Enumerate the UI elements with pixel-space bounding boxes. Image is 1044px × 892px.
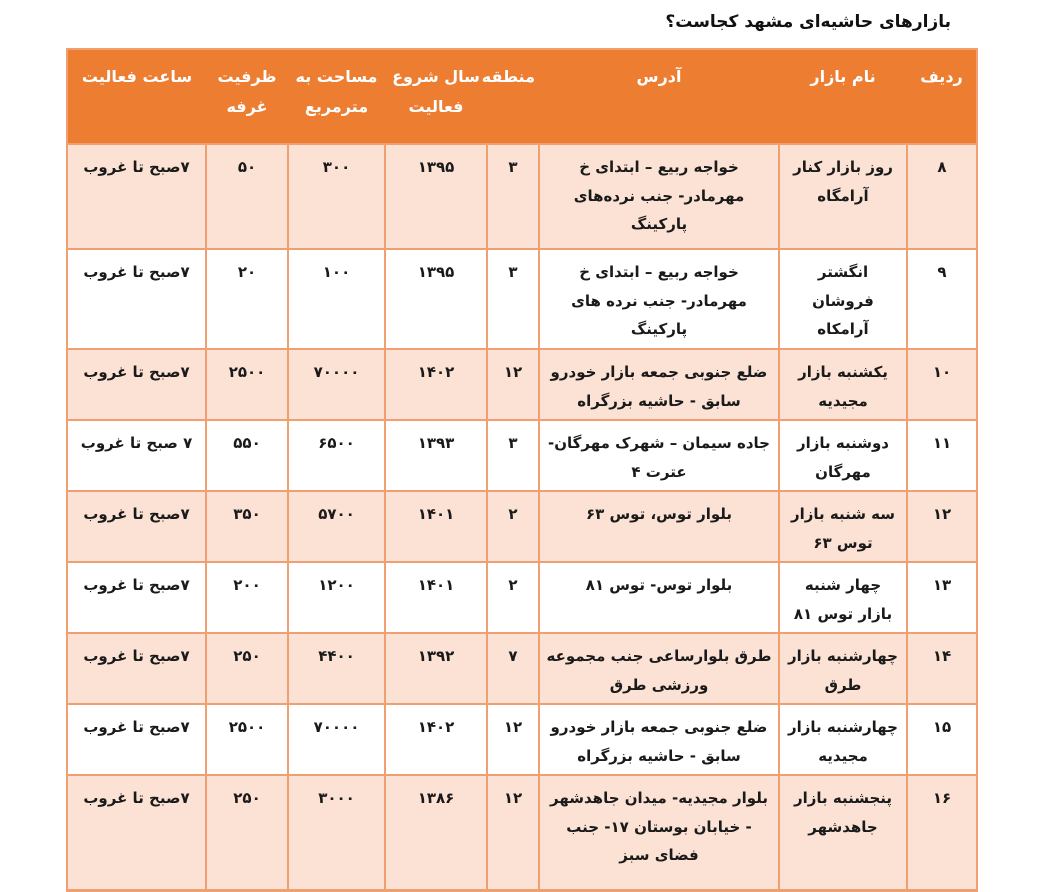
cell-hours: ۷صبح تا غروب — [67, 349, 206, 420]
cell-area: ۷۰۰۰۰ — [288, 349, 385, 420]
cell-capacity: ۲۵۰۰ — [206, 349, 288, 420]
cell-name: چهارشنبه بازار مجیدیه — [779, 704, 907, 775]
page-title: بازارهای حاشیه‌ای مشهد کجاست؟ — [665, 12, 951, 32]
cell-radif: ۱۶ — [907, 775, 977, 890]
cell-hours: ۷صبح تا غروب — [67, 704, 206, 775]
cell-hours: ۷صبح تا غروب — [67, 249, 206, 349]
header-row — [67, 49, 977, 144]
cell-district: ۱۲ — [487, 349, 539, 420]
cell-year: ۱۳۹۵ — [385, 144, 487, 249]
cell-name: پنجشنبه بازار جاهدشهر — [779, 775, 907, 890]
cell-hours: ۷صبح تا غروب — [67, 491, 206, 562]
column-header-district: منطقه — [487, 49, 539, 144]
cell-year: ۱۳۹۲ — [385, 633, 487, 704]
cell-area: ۵۷۰۰ — [288, 491, 385, 562]
cell-year: ۱۴۰۱ — [385, 491, 487, 562]
table-row — [67, 349, 977, 420]
column-header-hours: ساعت فعالیت — [67, 49, 206, 144]
cell-area: ۴۴۰۰ — [288, 633, 385, 704]
cell-hours: ۷صبح تا غروب — [67, 633, 206, 704]
cell-address: بلوار توس- توس ۸۱ — [539, 562, 779, 633]
column-header-name: نام بازار — [779, 49, 907, 144]
cell-address: ضلع جنوبی جمعه بازار خودرو سابق - حاشیه بزرگراه — [539, 704, 779, 775]
table-header — [67, 49, 977, 144]
cell-name: سه شنبه بازار توس ۶۳ — [779, 491, 907, 562]
cell-capacity: ۵۵۰ — [206, 420, 288, 491]
table-row — [67, 704, 977, 775]
cell-capacity: ۲۰ — [206, 249, 288, 349]
cell-capacity: ۲۵۰ — [206, 775, 288, 890]
cell-district: ۳ — [487, 144, 539, 249]
column-header-radif: ردیف — [907, 49, 977, 144]
table-body — [67, 144, 977, 890]
cell-radif: ۱۱ — [907, 420, 977, 491]
cell-radif: ۸ — [907, 144, 977, 249]
cell-radif: ۱۵ — [907, 704, 977, 775]
cell-capacity: ۲۰۰ — [206, 562, 288, 633]
cell-year: ۱۳۹۵ — [385, 249, 487, 349]
column-header-year: سال شروع فعالیت — [385, 49, 487, 144]
cell-hours: ۷صبح تا غروب — [67, 775, 206, 890]
cell-address: ضلع جنوبی جمعه بازار خودرو سابق - حاشیه بزرگراه — [539, 349, 779, 420]
column-header-area: مساحت به مترمربع — [288, 49, 385, 144]
table-row — [67, 420, 977, 491]
cell-capacity: ۵۰ — [206, 144, 288, 249]
table-row — [67, 491, 977, 562]
cell-year: ۱۴۰۲ — [385, 349, 487, 420]
cell-district: ۳ — [487, 420, 539, 491]
table-row — [67, 249, 977, 349]
cell-name: دوشنبه بازار مهرگان — [779, 420, 907, 491]
cell-year: ۱۴۰۱ — [385, 562, 487, 633]
cell-area: ۱۰۰ — [288, 249, 385, 349]
cell-year: ۱۳۹۳ — [385, 420, 487, 491]
cell-radif: ۹ — [907, 249, 977, 349]
cell-name: چهار شنبه بازار توس ۸۱ — [779, 562, 907, 633]
cell-hours: ۷صبح تا غروب — [67, 562, 206, 633]
cell-district: ۲ — [487, 491, 539, 562]
cell-name: یکشنبه بازار مجیدیه — [779, 349, 907, 420]
markets-table — [66, 48, 978, 892]
table-row — [67, 562, 977, 633]
cell-hours: ۷صبح تا غروب — [67, 144, 206, 249]
column-header-capacity: ظرفیت غرفه — [206, 49, 288, 144]
table-row — [67, 144, 977, 249]
cell-area: ۳۰۰۰ — [288, 775, 385, 890]
cell-radif: ۱۰ — [907, 349, 977, 420]
cell-district: ۱۲ — [487, 775, 539, 890]
table-row — [67, 775, 977, 890]
cell-name: روز بازار کنار آرامگاه — [779, 144, 907, 249]
cell-capacity: ۳۵۰ — [206, 491, 288, 562]
cell-year: ۱۳۸۶ — [385, 775, 487, 890]
cell-radif: ۱۳ — [907, 562, 977, 633]
cell-district: ۱۲ — [487, 704, 539, 775]
cell-address: بلوار توس، توس ۶۳ — [539, 491, 779, 562]
cell-address: بلوار مجیدیه- میدان جاهدشهر - خیابان بوستان ۱۷- جنب فضای سبز — [539, 775, 779, 890]
cell-area: ۷۰۰۰۰ — [288, 704, 385, 775]
cell-address: خواجه ربیع – ابتدای خ مهرمادر- جنب نرده‌های پارکینگ — [539, 144, 779, 249]
column-header-address: آدرس — [539, 49, 779, 144]
cell-name: انگشتر فروشان آرامکاه — [779, 249, 907, 349]
cell-district: ۷ — [487, 633, 539, 704]
cell-capacity: ۲۵۰ — [206, 633, 288, 704]
cell-district: ۲ — [487, 562, 539, 633]
cell-area: ۳۰۰ — [288, 144, 385, 249]
cell-address: خواجه ربیع – ابتدای خ مهرمادر- جنب نرده های پارکینگ — [539, 249, 779, 349]
cell-district: ۳ — [487, 249, 539, 349]
table-row — [67, 633, 977, 704]
cell-radif: ۱۴ — [907, 633, 977, 704]
cell-year: ۱۴۰۲ — [385, 704, 487, 775]
cell-address: جاده سیمان – شهرک مهرگان- عترت ۴ — [539, 420, 779, 491]
cell-area: ۶۵۰۰ — [288, 420, 385, 491]
cell-capacity: ۲۵۰۰ — [206, 704, 288, 775]
cell-radif: ۱۲ — [907, 491, 977, 562]
cell-name: چهارشنبه بازار طرق — [779, 633, 907, 704]
cell-area: ۱۲۰۰ — [288, 562, 385, 633]
cell-hours: ۷ صبح تا غروب — [67, 420, 206, 491]
cell-address: طرق بلوارساعی جنب مجموعه ورزشی طرق — [539, 633, 779, 704]
